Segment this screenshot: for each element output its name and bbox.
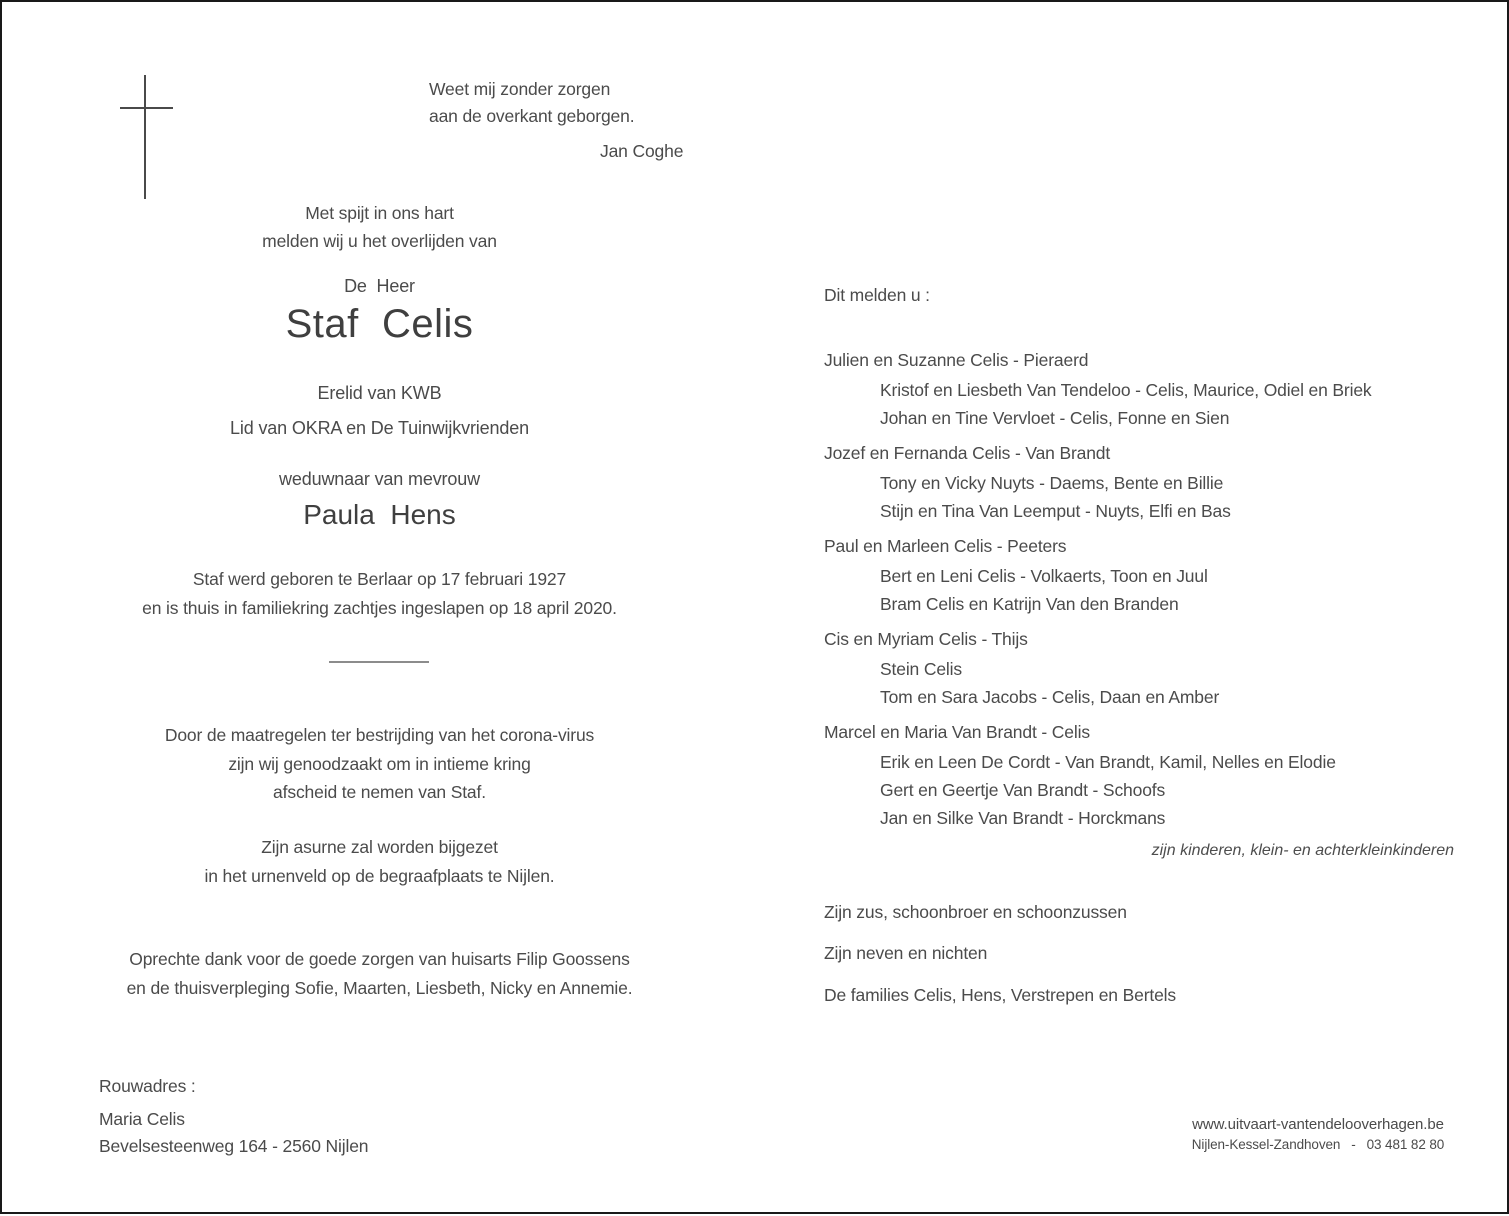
burial-notice	[62, 833, 697, 890]
announcer-child: Kristof en Liesbeth Van Tendeloo - Celis, Maurice, Odiel en Briek	[880, 380, 1372, 400]
thanks-note-line: en de thuisverpleging Sofie, Maarten, Liesbeth, Nicky en Annemie.	[126, 978, 633, 998]
deceased-name: Staf Celis	[285, 302, 474, 346]
announcer-child: Tony en Vicky Nuyts - Daems, Bente en Billie	[880, 473, 1224, 493]
burial-notice-line: in het urnenveld op de begraafplaats te Nijlen.	[204, 865, 555, 886]
poem-line: Weet mij zonder zorgen	[429, 79, 611, 99]
membership: Erelid van KWB	[317, 383, 442, 403]
announcer-child: Bram Celis en Katrijn Van den Branden	[880, 594, 1179, 614]
mourning-address-line: Bevelsesteenweg 164 - 2560 Nijlen	[99, 1136, 369, 1156]
announcer-parent: Paul en Marleen Celis - Peeters	[824, 536, 1067, 556]
funeral-home-info	[1185, 1117, 1451, 1152]
life-dates	[62, 565, 697, 622]
announcer-child: Tom en Sara Jacobs - Celis, Daan en Amber	[880, 687, 1220, 707]
left-column	[62, 2, 697, 1216]
mourning-address-label: Rouwadres :	[99, 1076, 196, 1096]
announcer-child: Erik en Leen De Cordt - Van Brandt, Kamil, Nelles en Elodie	[880, 752, 1336, 772]
burial-notice-line: Zijn asurne zal worden bijgezet	[261, 837, 498, 857]
other-relatives: Zijn zus, schoonbroer en schoonzussen	[824, 902, 1127, 922]
section-divider	[329, 661, 429, 663]
life-dates-line: en is thuis in familiekring zachtjes ingeslapen op 18 april 2020.	[142, 597, 617, 618]
announcer-child: Jan en Silke Van Brandt - Horckmans	[880, 808, 1166, 828]
family-group	[824, 439, 1454, 525]
announcement-line: melden wij u het overlijden van	[262, 231, 497, 251]
thanks-note-line: Oprechte dank voor de goede zorgen van huisarts Filip Goossens	[129, 949, 630, 969]
announcer-parent: Jozef en Fernanda Celis - Van Brandt	[824, 443, 1111, 463]
thanks-note	[62, 945, 697, 1003]
announcement-line: Met spijt in ons hart	[305, 203, 454, 223]
announcer-parent: Marcel en Maria Van Brandt - Celis	[824, 722, 1090, 742]
honorific: De Heer	[344, 276, 415, 296]
poem-author: Jan Coghe	[600, 141, 684, 161]
announcers-heading: Dit melden u :	[824, 285, 930, 305]
family-group	[824, 718, 1454, 832]
announcer-parent: Julien en Suzanne Celis - Pieraerd	[824, 350, 1089, 370]
other-relatives: De families Celis, Hens, Verstrepen en Bertels	[824, 985, 1177, 1005]
announcer-parent: Cis en Myriam Celis - Thijs	[824, 629, 1028, 649]
announcers-column	[824, 281, 1454, 1009]
collective-descendants: zijn kinderen, klein- en achterkleinkinderen	[1151, 842, 1454, 859]
funeral-home-location-phone: Nijlen-Kessel-Zandhoven - 03 481 82 80	[1191, 1137, 1445, 1152]
corona-notice-line: Door de maatregelen ter bestrijding van het corona-virus	[164, 725, 595, 745]
spouse-name: Paula Hens	[303, 499, 456, 530]
poem-line: aan de overkant geborgen.	[429, 106, 635, 126]
announcer-child: Bert en Leni Celis - Volkaerts, Toon en Juul	[880, 566, 1208, 586]
corona-notice-line: afscheid te nemen van Staf.	[273, 782, 486, 802]
announcer-child: Gert en Geertje Van Brandt - Schoofs	[880, 780, 1166, 800]
announcer-child: Johan en Tine Vervloet - Celis, Fonne en Sien	[880, 408, 1230, 428]
mourning-address	[99, 1072, 368, 1160]
membership: Lid van OKRA en De Tuinwijkvrienden	[230, 418, 529, 438]
announcement-intro	[62, 199, 697, 255]
corona-notice-line: zijn wij genoodzaakt om in intieme kring	[228, 753, 531, 774]
funeral-home-website: www.uitvaart-vantendelooverhagen.be	[1192, 1116, 1444, 1133]
family-group	[824, 346, 1454, 432]
family-group	[824, 625, 1454, 711]
announcer-child: Stein Celis	[880, 659, 962, 679]
other-relatives: Zijn neven en nichten	[824, 943, 988, 963]
announcer-child: Stijn en Tina Van Leemput - Nuyts, Elfi en Bas	[880, 501, 1231, 521]
life-dates-line: Staf werd geboren te Berlaar op 17 februari 1927	[192, 569, 567, 589]
family-group	[824, 532, 1454, 618]
mourning-address-line: Maria Celis	[99, 1109, 185, 1129]
widower-label: weduwnaar van mevrouw	[279, 469, 480, 489]
corona-notice	[62, 721, 697, 807]
